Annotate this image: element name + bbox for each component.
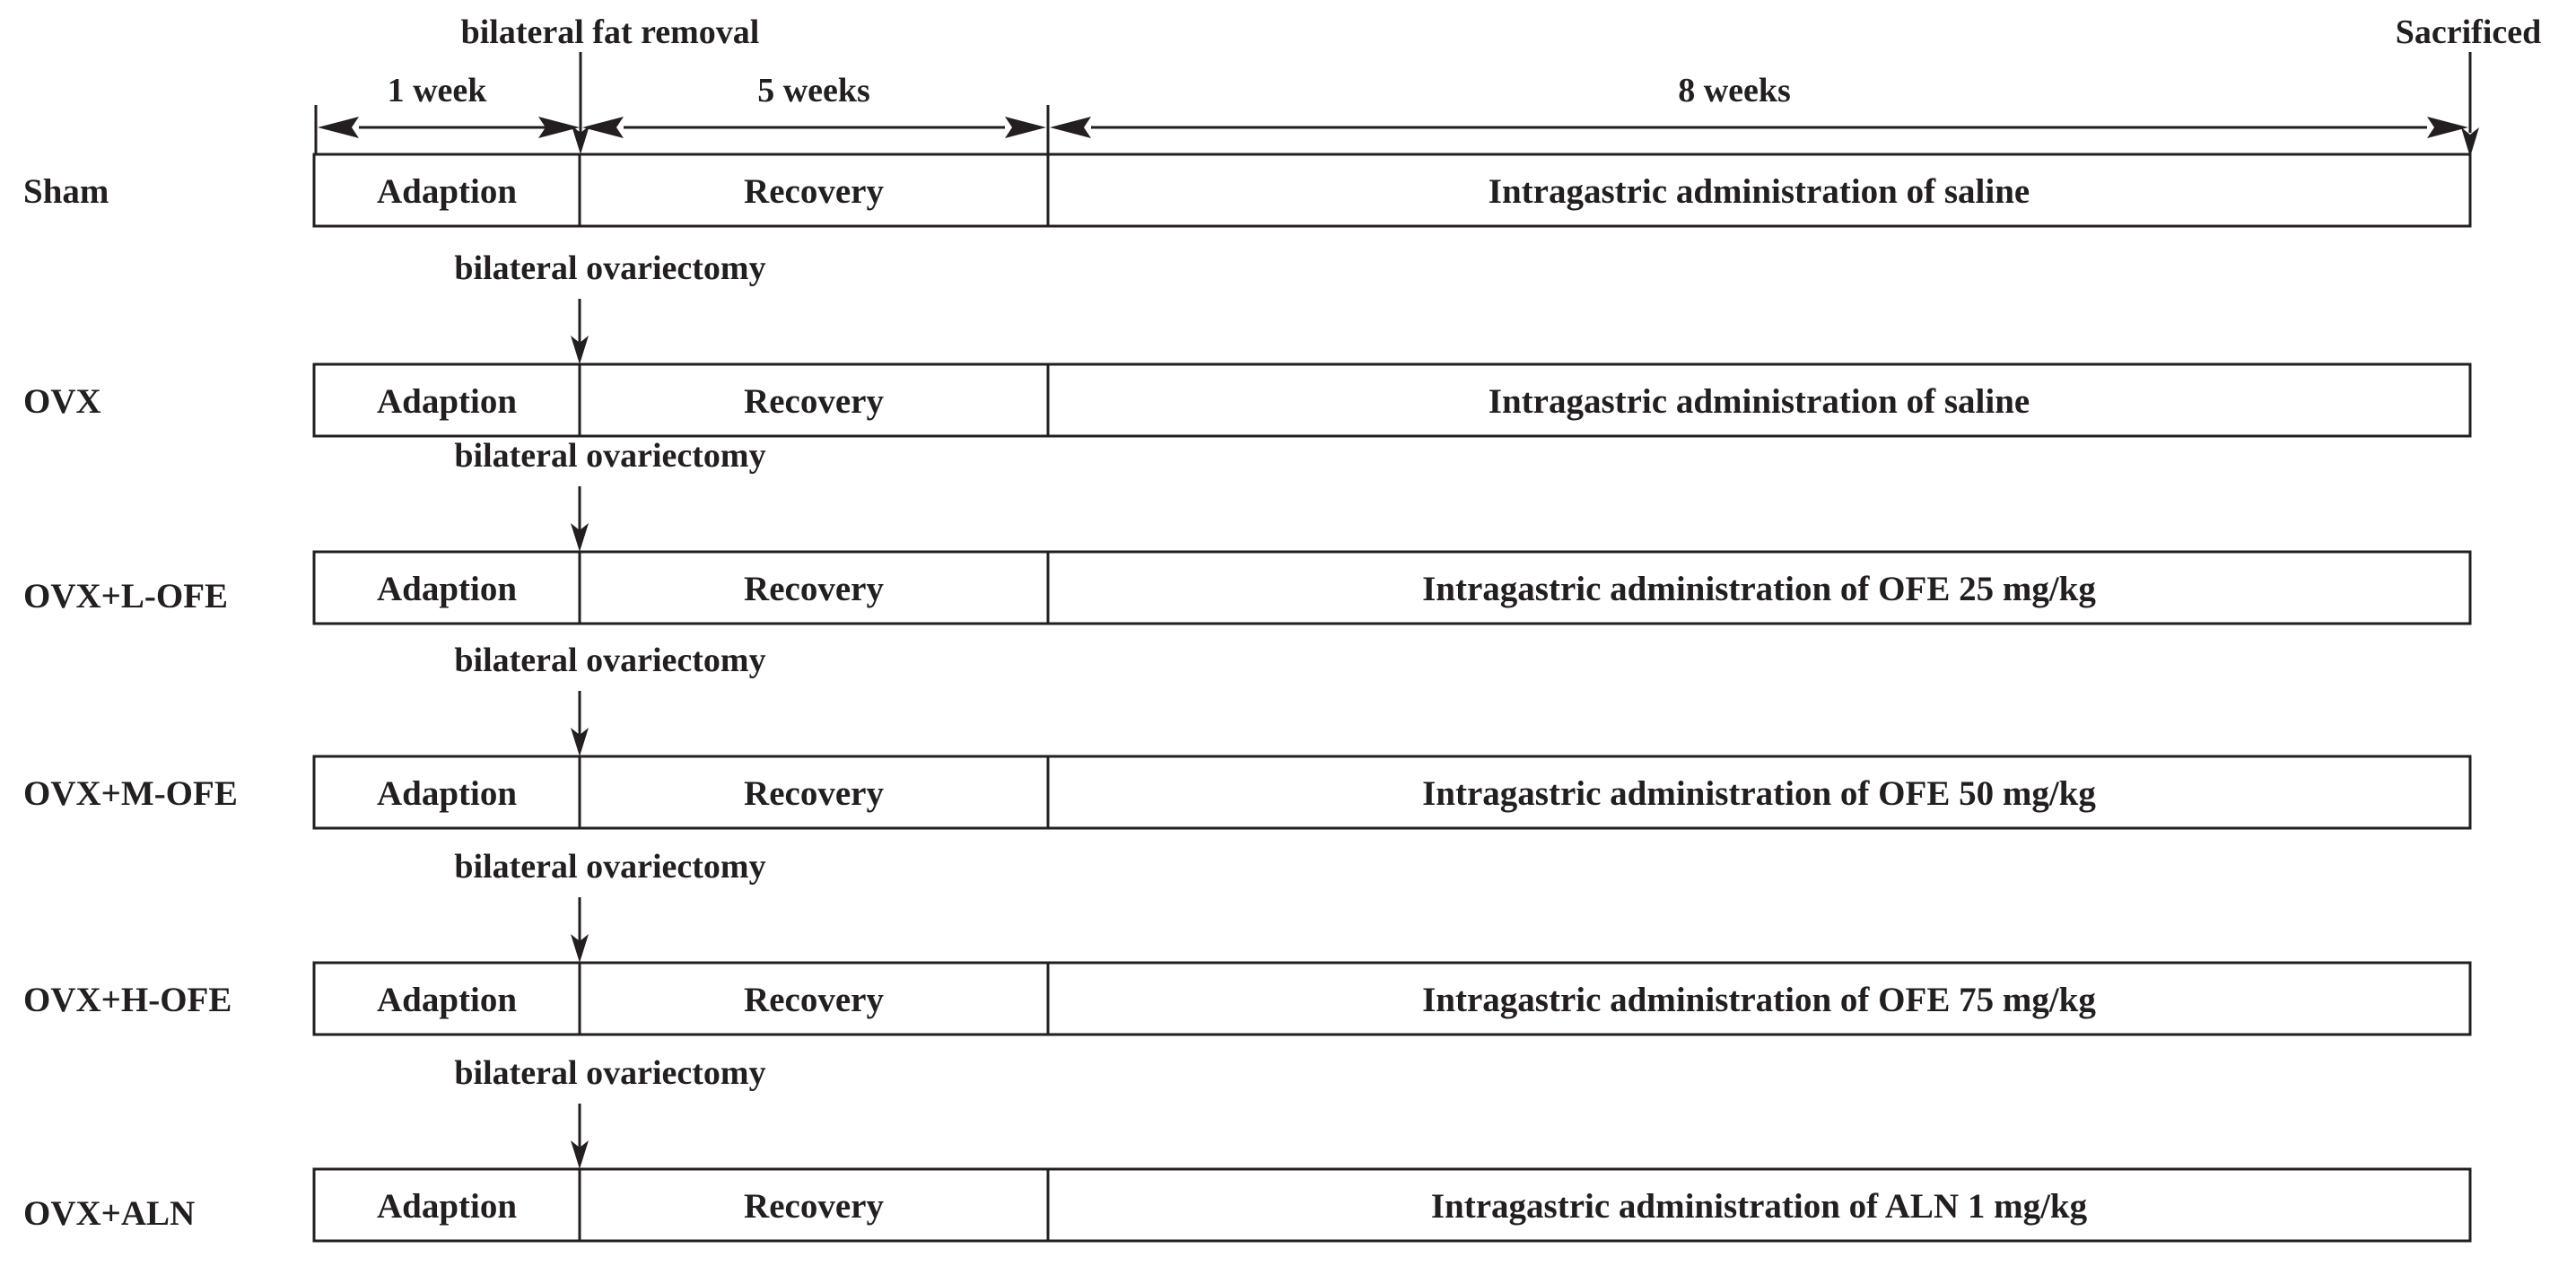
group-rows xyxy=(23,154,2470,1241)
phase-recovery: Recovery xyxy=(744,1187,884,1226)
timeline-bar xyxy=(314,1169,2470,1241)
group-label: OVX+ALN xyxy=(23,1194,196,1233)
timeline-bar xyxy=(314,552,2470,624)
surgery-label: bilateral ovariectomy xyxy=(454,249,766,287)
phase-adaption: Adaption xyxy=(376,774,518,813)
surgery-label: bilateral ovariectomy xyxy=(454,437,766,475)
sacrificed-label: Sacrificed xyxy=(2395,13,2542,51)
phase-treatment: Intragastric administration of ALN 1 mg/kg xyxy=(1430,1187,2088,1226)
surgery-label: bilateral ovariectomy xyxy=(454,1054,766,1092)
phase-recovery: Recovery xyxy=(744,382,884,421)
surgery-label: bilateral ovariectomy xyxy=(454,642,766,679)
sham-surgery-label: bilateral fat removal xyxy=(460,13,760,51)
group-label: OVX+M-OFE xyxy=(23,774,238,813)
phase-adaption: Adaption xyxy=(376,981,518,1019)
duration-label-recovery: 5 weeks xyxy=(757,72,870,109)
phase-treatment: Intragastric administration of OFE 75 mg/kg xyxy=(1422,981,2096,1019)
phase-treatment: Intragastric administration of saline xyxy=(1488,382,2030,421)
group-label: OVX xyxy=(23,382,101,421)
phase-treatment: Intragastric administration of OFE 50 mg/kg xyxy=(1422,774,2096,813)
group-label: OVX+L-OFE xyxy=(23,577,229,616)
arrowhead-right xyxy=(1005,117,1046,138)
arrowhead-right xyxy=(2427,117,2468,138)
phase-recovery: Recovery xyxy=(744,774,884,813)
phase-recovery: Recovery xyxy=(744,172,884,211)
arrowhead-left xyxy=(1050,117,1091,138)
duration-label-adaption: 1 week xyxy=(387,72,487,109)
phase-recovery: Recovery xyxy=(744,570,884,608)
arrowhead-left xyxy=(318,117,359,138)
phase-adaption: Adaption xyxy=(376,1187,518,1226)
duration-label-treatment: 8 weeks xyxy=(1678,72,1791,109)
phase-adaption: Adaption xyxy=(376,570,518,608)
group-label: OVX+H-OFE xyxy=(23,981,232,1019)
timeline-bar xyxy=(314,154,2470,226)
group-label: Sham xyxy=(23,172,109,211)
surgery-label: bilateral ovariectomy xyxy=(454,848,766,886)
phase-adaption: Adaption xyxy=(376,172,518,211)
phase-treatment: Intragastric administration of OFE 25 mg/kg xyxy=(1422,570,2096,608)
timeline-bar xyxy=(314,364,2470,436)
timeline-bar xyxy=(314,963,2470,1035)
phase-adaption: Adaption xyxy=(376,382,518,421)
timeline-bar xyxy=(314,756,2470,828)
phase-treatment: Intragastric administration of saline xyxy=(1488,172,2030,211)
phase-recovery: Recovery xyxy=(744,981,884,1019)
